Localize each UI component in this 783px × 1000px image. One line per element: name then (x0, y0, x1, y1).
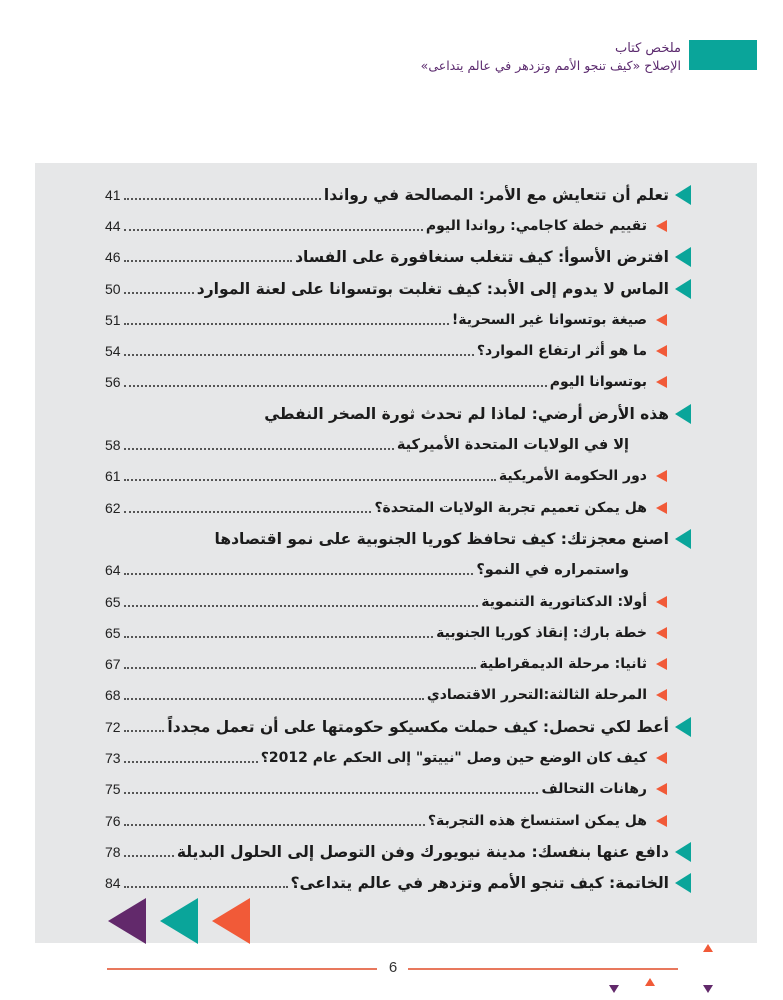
toc-entry-title: اصنع معجزتك: كيف تحافظ كوريا الجنوبية على نمو اقتصادها (214, 529, 669, 548)
dot-leader (124, 886, 288, 888)
toc-entry-page: 65 (105, 593, 121, 610)
teal-triangle-bullet-icon (675, 185, 691, 205)
toc-entry-page: 41 (105, 186, 121, 203)
page-number: 6 (388, 959, 398, 976)
orange-triangle-bullet-icon (656, 658, 667, 670)
dot-leader (124, 229, 423, 231)
dot-leader (124, 792, 539, 794)
toc-entry-title: الماس لا يدوم إلى الأبد: كيف تغلبت بوتسوانا على لعنة الموارد (196, 279, 669, 298)
toc-entry-page: 84 (105, 875, 121, 892)
toc-panel (35, 163, 757, 943)
teal-triangle-bullet-icon (675, 873, 691, 893)
toc-entry-title: بوتسوانا اليوم (549, 374, 647, 391)
toc-entry[interactable] (105, 648, 669, 679)
small-purple-triangle-icon (609, 985, 619, 993)
toc-entry-page: 61 (105, 468, 121, 485)
table-of-contents (105, 179, 669, 899)
orange-triangle-bullet-icon (656, 752, 667, 764)
toc-entry[interactable] (105, 242, 669, 273)
toc-entry[interactable] (105, 367, 669, 398)
dot-leader (124, 824, 425, 826)
toc-entry-page: 67 (105, 656, 121, 673)
dot-leader (124, 573, 474, 575)
toc-entry[interactable] (105, 304, 669, 335)
orange-triangle-bullet-icon (656, 470, 667, 482)
dot-leader (124, 730, 165, 732)
toc-entry-title: أعط لكي تحصل: كيف حملت مكسيكو حكومتها على أن تعمل مجدداً (167, 717, 669, 736)
toc-entry[interactable] (105, 179, 669, 210)
dot-leader (124, 323, 449, 325)
toc-entry-page: 50 (105, 280, 121, 297)
toc-entry[interactable] (105, 335, 669, 366)
dot-leader (124, 354, 474, 356)
toc-entry-title: أولا: الدكتاتورية التنموية (481, 593, 647, 610)
orange-triangle-bullet-icon (656, 596, 667, 608)
orange-triangle-bullet-icon (656, 502, 667, 514)
toc-entry-title: ثانيا: مرحلة الديمقراطية (479, 656, 647, 673)
small-purple-triangle-icon (703, 985, 713, 993)
toc-entry[interactable] (105, 555, 669, 586)
toc-entry-page: 65 (105, 624, 121, 641)
orange-triangle-bullet-icon (656, 376, 667, 388)
toc-entry-page: 46 (105, 249, 121, 266)
toc-entry-title: تقييم خطة كاجامي: رواندا اليوم (425, 217, 647, 234)
toc-entry-title: هل يمكن تعميم تجربة الولايات المتحدة؟ (374, 499, 647, 516)
dot-leader (124, 761, 258, 763)
dot-leader (124, 448, 394, 450)
toc-entry-title: هذه الأرض أرضي: لماذا لم تحدث ثورة الصخر النفطي (264, 404, 669, 423)
dot-leader (124, 698, 424, 700)
toc-entry-page: 54 (105, 343, 121, 360)
toc-entry-page: 78 (105, 843, 121, 860)
teal-triangle-icon (160, 898, 198, 944)
toc-entry-title: تعلم أن تتعايش مع الأمر: المصالحة في رواندا (323, 185, 669, 204)
toc-entry-page: 72 (105, 718, 121, 735)
toc-entry-page: 73 (105, 749, 121, 766)
toc-entry-title: المرحلة الثالثة:التحرر الاقتصادي (426, 687, 647, 704)
toc-entry-title: ما هو أثر ارتفاع الموارد؟ (476, 343, 647, 360)
small-orange-triangle-icon (703, 944, 713, 952)
orange-triangle-bullet-icon (656, 815, 667, 827)
toc-entry-page: 44 (105, 217, 121, 234)
toc-entry-title: افترض الأسوأ: كيف تتغلب سنغافورة على الفساد (295, 248, 669, 267)
purple-triangle-icon (108, 898, 146, 944)
page-header (421, 40, 757, 74)
toc-entry-title: الخاتمة: كيف تنجو الأمم وتزدهر في عالم يتداعى؟ (290, 874, 669, 893)
header-label: ملخص كتاب (614, 41, 681, 56)
orange-triangle-bullet-icon (656, 220, 667, 232)
orange-triangle-bullet-icon (656, 689, 667, 701)
dot-leader (124, 605, 479, 607)
toc-entry[interactable] (105, 210, 669, 241)
toc-entry[interactable] (105, 774, 669, 805)
orange-triangle-icon (212, 898, 250, 944)
header-text (421, 40, 681, 74)
toc-entry-page: 51 (105, 311, 121, 328)
dot-leader (124, 479, 496, 481)
teal-triangle-bullet-icon (675, 717, 691, 737)
toc-entry-title: إلا في الولايات المتحدة الأميركية (396, 437, 629, 454)
header-book-title: الإصلاح «كيف تنجو الأمم وتزدهر في عالم يتداعى» (420, 58, 681, 73)
teal-triangle-bullet-icon (675, 404, 691, 424)
orange-triangle-bullet-icon (656, 627, 667, 639)
dot-leader (124, 198, 321, 200)
orange-triangle-bullet-icon (656, 345, 667, 357)
toc-entry-page: 64 (105, 562, 121, 579)
toc-entry-title: هل يمكن استنساخ هذه التجربة؟ (427, 812, 647, 829)
toc-entry-page: 62 (105, 499, 121, 516)
teal-triangle-bullet-icon (675, 842, 691, 862)
orange-triangle-bullet-icon (656, 783, 667, 795)
toc-entry-title: خطة بارك: إنقاذ كوريا الجنوبية (436, 624, 647, 641)
teal-triangle-bullet-icon (675, 529, 691, 549)
dot-leader (124, 292, 194, 294)
dot-leader (124, 260, 292, 262)
dot-leader (124, 385, 547, 387)
toc-entry[interactable] (105, 586, 669, 617)
toc-entry-title: صيغة بوتسوانا غير السحرية! (451, 311, 647, 328)
toc-entry-page: 56 (105, 374, 121, 391)
toc-entry-title: دافع عنها بنفسك: مدينة نيويورك وفن التوصل إلى الحلول البديلة (176, 842, 669, 861)
toc-entry[interactable] (105, 523, 669, 554)
dot-leader (124, 511, 372, 513)
toc-entry-page: 76 (105, 812, 121, 829)
toc-entry-title: واستمراره في النمو؟ (476, 562, 629, 579)
header-color-block (689, 40, 757, 70)
toc-entry-page: 68 (105, 687, 121, 704)
footer-rule-left (107, 968, 377, 970)
toc-entry[interactable] (105, 711, 669, 742)
footer-rule-right (408, 968, 678, 970)
toc-entry[interactable] (105, 461, 669, 492)
toc-entry[interactable] (105, 836, 669, 867)
dot-leader (124, 667, 477, 669)
toc-entry[interactable] (105, 492, 669, 523)
toc-entry-page: 58 (105, 437, 121, 454)
toc-entry[interactable] (105, 680, 669, 711)
toc-entry-title: رهانات التحالف (541, 781, 647, 798)
toc-entry-page: 75 (105, 781, 121, 798)
toc-entry[interactable] (105, 805, 669, 836)
toc-entry[interactable] (105, 617, 669, 648)
toc-entry[interactable] (105, 429, 669, 460)
toc-entry-title: دور الحكومة الأمريكية (498, 468, 647, 485)
teal-triangle-bullet-icon (675, 279, 691, 299)
toc-entry[interactable] (105, 742, 669, 773)
small-orange-triangle-icon (645, 978, 655, 986)
dot-leader (124, 855, 174, 857)
dot-leader (124, 636, 434, 638)
teal-triangle-bullet-icon (675, 247, 691, 267)
toc-entry[interactable] (105, 273, 669, 304)
orange-triangle-bullet-icon (656, 314, 667, 326)
toc-entry-title: كيف كان الوضع حين وصل "نييتو" إلى الحكم عام 2012؟ (260, 749, 647, 766)
toc-entry[interactable] (105, 868, 669, 899)
toc-entry[interactable] (105, 398, 669, 429)
decorative-triangles (108, 898, 250, 944)
